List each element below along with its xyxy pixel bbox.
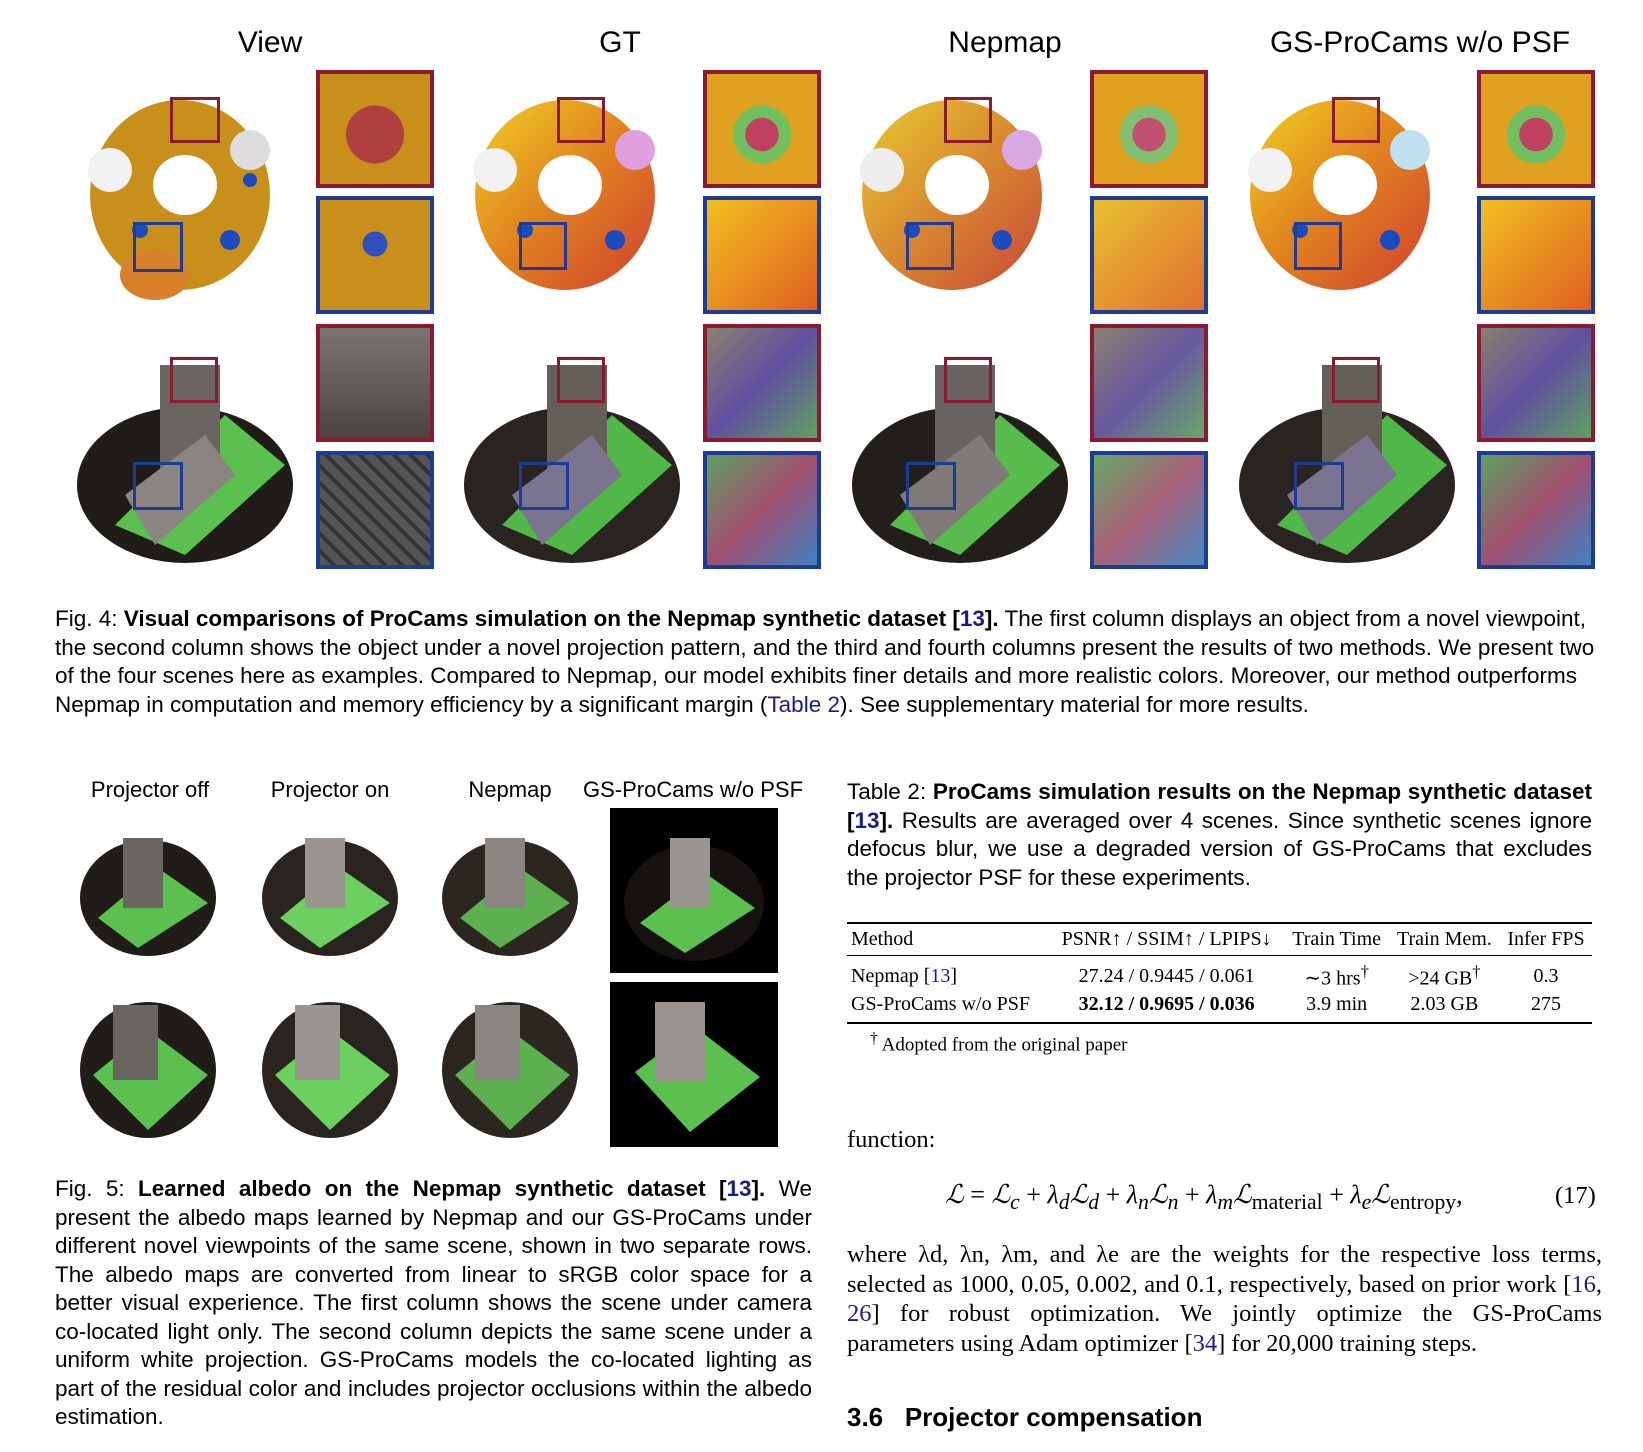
- section-title: Projector compensation: [904, 1402, 1203, 1432]
- crop-region-box-blue: [519, 462, 569, 510]
- cell-metrics: 27.24 / 0.9445 / 0.061: [1078, 964, 1255, 987]
- albedo-image-projector-on: [260, 808, 400, 968]
- table-title-bold-end: ].: [879, 807, 894, 833]
- albedo-image-projector-off: [78, 808, 218, 968]
- caption-bold-text: Visual comparisons of ProCams simulation on the Nepmap synthetic dataset [: [123, 606, 960, 631]
- crop-region-box-blue: [133, 462, 183, 510]
- crop-region-box-red: [944, 357, 992, 403]
- header-infer-fps: Infer FPS: [1500, 923, 1592, 956]
- caption-bold-end: ].: [751, 1176, 766, 1201]
- albedo-image-projector-on: [260, 990, 400, 1145]
- column-title-nepmap: Nepmap: [468, 777, 552, 802]
- column-title-gs-procams: GS-ProCams w/o PSF: [582, 777, 804, 802]
- table-title-bold: ProCams simulation results on the Nepmap synthetic dataset [: [847, 779, 1592, 833]
- citation-link[interactable]: 34: [1192, 1329, 1218, 1357]
- crop-region-box-red: [170, 357, 218, 403]
- footnote-mark: †: [1360, 962, 1369, 981]
- crop-region-box-blue: [1294, 462, 1344, 510]
- function-label: function:: [847, 1126, 936, 1153]
- caption-bold-end: ].: [984, 606, 999, 631]
- caption-text-end: ). See supplementary material for more results.: [839, 691, 1309, 717]
- cell-method: GS-ProCams w/o PSF: [847, 992, 1049, 1023]
- crop-region-box-red: [1332, 97, 1380, 143]
- equation-number: (17): [1555, 1182, 1596, 1209]
- caption-label: Fig. 4:: [55, 606, 118, 631]
- header-method: Method: [847, 923, 1049, 956]
- zoom-crop-blue-nepmap: [1090, 451, 1208, 569]
- citation-link[interactable]: 26: [847, 1300, 872, 1327]
- caption-text: We present the albedo maps learned by Nepmap and our GS-ProCams under different novel viewpoints of the same scene, shown in two separate rows. The albedo maps are converted from linear to sRGB color space for a better visual experience. The first column shows the scene under camera co-located light only. The second column depicts the same scene under a uniform white projection. GS-ProCams models the co-located lighting as part of the residual color and includes projector occlusions within the albedo estimation.: [55, 1176, 812, 1429]
- table-footnote: [870, 1030, 1128, 1056]
- column-title-gt: GT: [599, 26, 641, 59]
- table-row: [847, 992, 1592, 1023]
- results-table: [847, 922, 1592, 1024]
- zoom-crop-blue-nepmap: [1090, 196, 1208, 314]
- crop-region-box-red: [170, 97, 220, 143]
- cell-metrics: 32.12 / 0.9695 / 0.036: [1049, 992, 1285, 1023]
- zoom-crop-blue-gs-procams: [1477, 451, 1595, 569]
- caption-label: Fig. 5:: [55, 1176, 125, 1201]
- table-header-row: [847, 923, 1592, 956]
- figure-4-caption: [55, 605, 1605, 719]
- cell-train-mem: [1389, 956, 1500, 992]
- crop-region-box-red: [944, 97, 992, 143]
- cell-method: [847, 956, 1049, 992]
- citation-link[interactable]: 13: [930, 964, 951, 987]
- crop-region-box-red: [557, 97, 605, 143]
- citation-link[interactable]: 13: [726, 1176, 752, 1201]
- zoom-crop-red-gs-procams: [1477, 70, 1595, 188]
- header-metrics: PSNR↑ / SSIM↑ / LPIPS↓: [1049, 923, 1285, 956]
- zoom-crop-blue-gs-procams: [1477, 196, 1595, 314]
- body-paragraph: where λd, λn, λm, and λe are the weights for the respective loss terms, selected as 1000, 0.05, 0.002, and 0.1, respectively, based on prior work [16, 26] for robust optimization. We jointly optimize the GS-ProCams parameters using Adam optimizer [34] for 20,000 training steps.: [847, 1241, 1602, 1357]
- zoom-crop-blue-view: [316, 196, 434, 314]
- paragraph-text: ] for 20,000 training steps.: [1217, 1329, 1478, 1357]
- caption-bold-text: Learned albedo on the Nepmap synthetic dataset [: [137, 1176, 727, 1201]
- column-title-nepmap: Nepmap: [948, 26, 1062, 59]
- table-row: [847, 956, 1592, 992]
- cell-train-time: [1284, 956, 1388, 992]
- cell-infer-fps: 0.3: [1533, 964, 1559, 987]
- citation-link[interactable]: 13: [854, 807, 880, 833]
- cell-infer-fps: 275: [1500, 992, 1592, 1023]
- zoom-crop-red-gs-procams: [1477, 324, 1595, 442]
- crop-region-box-red: [557, 357, 605, 403]
- table-reference-link[interactable]: Table 2: [767, 691, 840, 717]
- crop-region-box-blue: [133, 222, 183, 272]
- zoom-crop-blue-view: [316, 451, 434, 569]
- zoom-crop-blue-gt: [703, 196, 821, 314]
- albedo-image-nepmap: [440, 808, 580, 968]
- albedo-image-gs-procams: [610, 808, 778, 973]
- section-heading: [847, 1402, 1202, 1433]
- zoom-crop-red-gt: [703, 70, 821, 188]
- header-train-mem: Train Mem.: [1389, 923, 1500, 956]
- crop-region-box-blue: [906, 222, 954, 270]
- figure-5-caption: [55, 1175, 812, 1432]
- table-label: Table 2:: [847, 779, 927, 804]
- section-number: 3.6: [847, 1402, 884, 1432]
- paragraph-text: where λd, λn, λm, and λe are the weights for the respective loss terms, selected as 1000, 0.05, 0.002, and 0.1, respectively, based on prior work [: [847, 1241, 1602, 1298]
- crop-region-box-red: [1332, 357, 1380, 403]
- paragraph-text: ] for robust optimization. We jointly optimize the GS-ProCams parameters using Adam optimizer [: [847, 1300, 1602, 1357]
- column-title-view: View: [237, 26, 303, 59]
- column-title-gs-procams: GS-ProCams w/o PSF: [1269, 26, 1571, 59]
- albedo-image-nepmap: [440, 990, 580, 1145]
- cell-train-mem: 2.03 GB: [1389, 992, 1500, 1023]
- cell-train-time: 3.9 min: [1284, 992, 1388, 1023]
- crop-region-box-blue: [519, 222, 567, 270]
- table-title-text: Results are averaged over 4 scenes. Since synthetic scenes ignore defocus blur, we use a degraded version of GS-ProCams that excludes the projector PSF for these experiments.: [847, 807, 1592, 890]
- albedo-image-projector-off: [78, 990, 218, 1145]
- train-time-value: ∼3 hrs: [1304, 967, 1361, 990]
- crop-region-box-blue: [1294, 222, 1342, 270]
- loss-equation: ℒ = ℒ$_c$ + $\lambda_dℒ_d$ + $\lambda_nℒ_n$ + $\lambda_mℒ_{material}$ + $\lambda_eℒ_{entropy}$,: [945, 1180, 1463, 1215]
- albedo-image-gs-procams: [610, 982, 778, 1147]
- column-title-projector-off: Projector off: [90, 777, 210, 802]
- crop-region-box-blue: [906, 462, 956, 510]
- citation-link[interactable]: 16: [1571, 1270, 1596, 1298]
- zoom-crop-red-view: [316, 324, 434, 442]
- citation-link[interactable]: 13: [959, 606, 985, 631]
- zoom-crop-red-nepmap: [1090, 70, 1208, 188]
- header-train-time: Train Time: [1284, 923, 1388, 956]
- caption-text: The first column displays an object from a novel viewpoint, the second column shows the object under a novel projection pattern, and the third and fourth columns present the results of two methods. We present two of the four scenes here as examples. Compared to Nepmap, our model exhibits finer details and more realistic colors. Moreover, our method outperforms Nepmap in computation and memory efficiency by a significant margin (: [55, 606, 1595, 717]
- zoom-crop-red-gt: [703, 324, 821, 442]
- zoom-crop-blue-gt: [703, 451, 821, 569]
- method-name-end: ]: [950, 964, 958, 987]
- footnote-mark: †: [1472, 962, 1481, 981]
- column-title-projector-on: Projector on: [270, 777, 390, 802]
- zoom-crop-red-view: [316, 70, 434, 188]
- train-mem-value: >24 GB: [1408, 967, 1473, 990]
- method-name: Nepmap [: [851, 964, 931, 987]
- zoom-crop-red-nepmap: [1090, 324, 1208, 442]
- footnote-text: Adopted from the original paper: [877, 1034, 1128, 1056]
- footnote-mark: †: [870, 1030, 878, 1047]
- table-2-caption: [847, 778, 1592, 892]
